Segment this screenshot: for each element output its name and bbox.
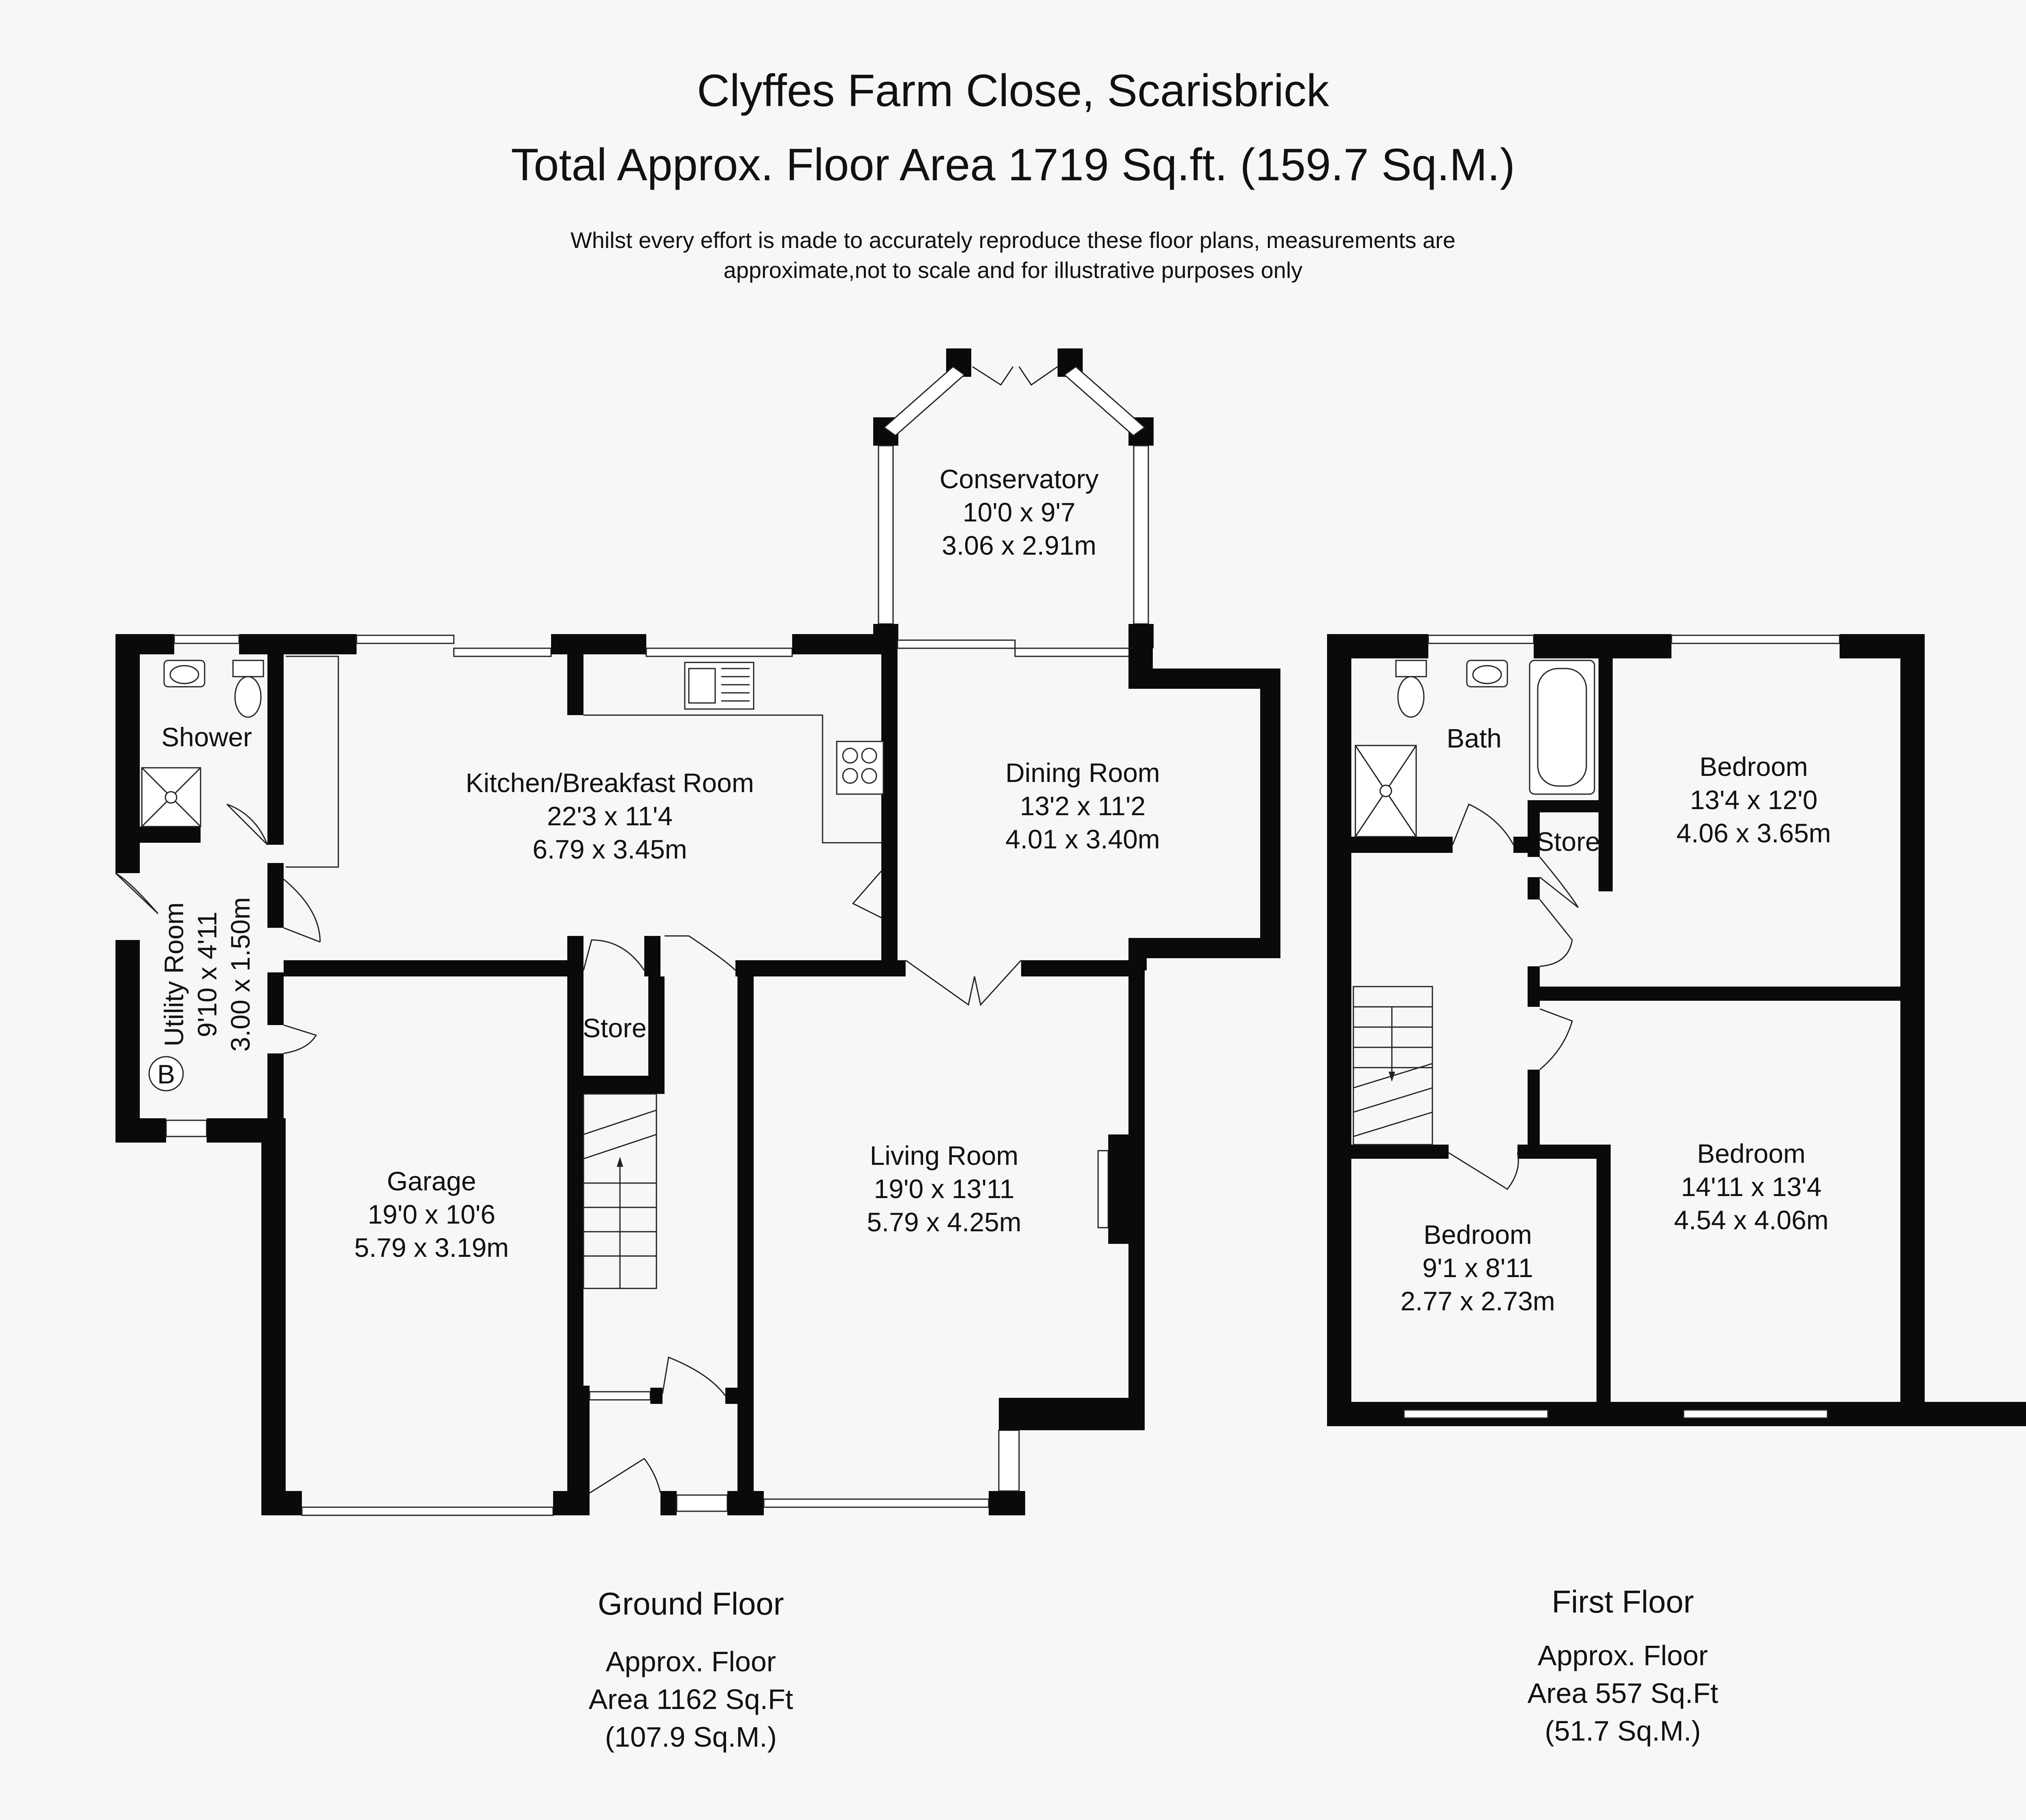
ground-floor-area-1: Approx. Floor	[605, 1646, 776, 1677]
room-bedroom-3	[1400, 1220, 1555, 1316]
first-floor-area-3: (51.7 Sq.M.)	[1545, 1715, 1701, 1747]
kitchen-metric: 6.79 x 3.45m	[532, 834, 687, 864]
room-bedroom-1	[1676, 752, 1831, 848]
bedroom1-metric: 4.06 x 3.65m	[1676, 818, 1831, 848]
toilet-icon	[233, 660, 263, 677]
first-floor-area-2: Area 557 Sq.Ft	[1527, 1677, 1718, 1709]
first-floor-plan	[1327, 634, 2026, 1747]
utility-imperial: 9'10 x 4'11	[192, 911, 222, 1038]
conservatory-name: Conservatory	[939, 464, 1099, 494]
room-living	[867, 1141, 1022, 1237]
living-name: Living Room	[870, 1141, 1019, 1171]
boiler-label: B	[157, 1059, 175, 1089]
ground-interior-walls	[140, 634, 1128, 1491]
bedroom3-name: Bedroom	[1423, 1220, 1532, 1250]
garage-imperial: 19'0 x 10'6	[368, 1199, 496, 1229]
kitchen-imperial: 22'3 x 11'4	[547, 801, 673, 831]
bedroom2-metric: 4.54 x 4.06m	[1674, 1205, 1829, 1235]
utility-name: Utility Room	[159, 902, 189, 1047]
living-metric: 5.79 x 4.25m	[867, 1207, 1022, 1237]
total-area: Total Approx. Floor Area 1719 Sq.ft. (159.7 Sq.M.)	[511, 139, 1515, 190]
ground-floor-plan	[115, 348, 1280, 1753]
first-floor-label: First Floor	[1552, 1584, 1694, 1619]
conservatory-imperial: 10'0 x 9'7	[962, 497, 1076, 527]
kitchen-name: Kitchen/Breakfast Room	[466, 768, 754, 798]
hob-icon	[837, 741, 883, 794]
toilet-icon	[1396, 660, 1426, 677]
first-floor-area-1: Approx. Floor	[1537, 1640, 1708, 1671]
fs-store-name: Store	[1536, 827, 1600, 857]
bedroom2-name: Bedroom	[1697, 1139, 1806, 1168]
garage-metric: 5.79 x 3.19m	[354, 1233, 509, 1262]
garage-name: Garage	[387, 1166, 477, 1196]
first-floor-stairs	[1353, 987, 1432, 1145]
conservatory-metric: 3.06 x 2.91m	[942, 530, 1096, 560]
room-garage	[354, 1166, 509, 1262]
room-bedroom-2	[1674, 1139, 1829, 1235]
bedroom1-imperial: 13'4 x 12'0	[1690, 785, 1818, 815]
utility-metric: 3.00 x 1.50m	[225, 897, 255, 1052]
bedroom1-name: Bedroom	[1699, 752, 1808, 782]
ground-floor-area-3: (107.9 Sq.M.)	[605, 1721, 777, 1753]
store-name: Store	[583, 1013, 647, 1043]
room-kitchen	[466, 768, 754, 864]
bedroom2-imperial: 14'11 x 13'4	[1681, 1172, 1822, 1202]
plan-title: Clyffes Farm Close, Scarisbrick	[697, 65, 1329, 116]
ground-floor-area-2: Area 1162 Sq.Ft	[588, 1683, 793, 1715]
disclaimer-line-2: approximate,not to scale and for illustrative purposes only	[723, 257, 1303, 283]
bath-name: Bath	[1447, 723, 1502, 753]
room-utility	[159, 897, 255, 1052]
bedroom3-metric: 2.77 x 2.73m	[1400, 1286, 1555, 1316]
room-dining	[1005, 758, 1160, 854]
shower-name: Shower	[161, 722, 252, 752]
dining-name: Dining Room	[1005, 758, 1160, 788]
dining-imperial: 13'2 x 11'2	[1019, 791, 1146, 821]
living-imperial: 19'0 x 13'11	[874, 1174, 1015, 1204]
bedroom3-imperial: 9'1 x 8'11	[1422, 1253, 1533, 1283]
ground-stairs	[583, 1094, 656, 1288]
room-conservatory	[940, 464, 1099, 560]
ground-floor-label: Ground Floor	[598, 1586, 784, 1621]
disclaimer-line-1: Whilst every effort is made to accurately reproduce these floor plans, measurements are	[571, 227, 1455, 253]
dining-metric: 4.01 x 3.40m	[1005, 824, 1160, 854]
